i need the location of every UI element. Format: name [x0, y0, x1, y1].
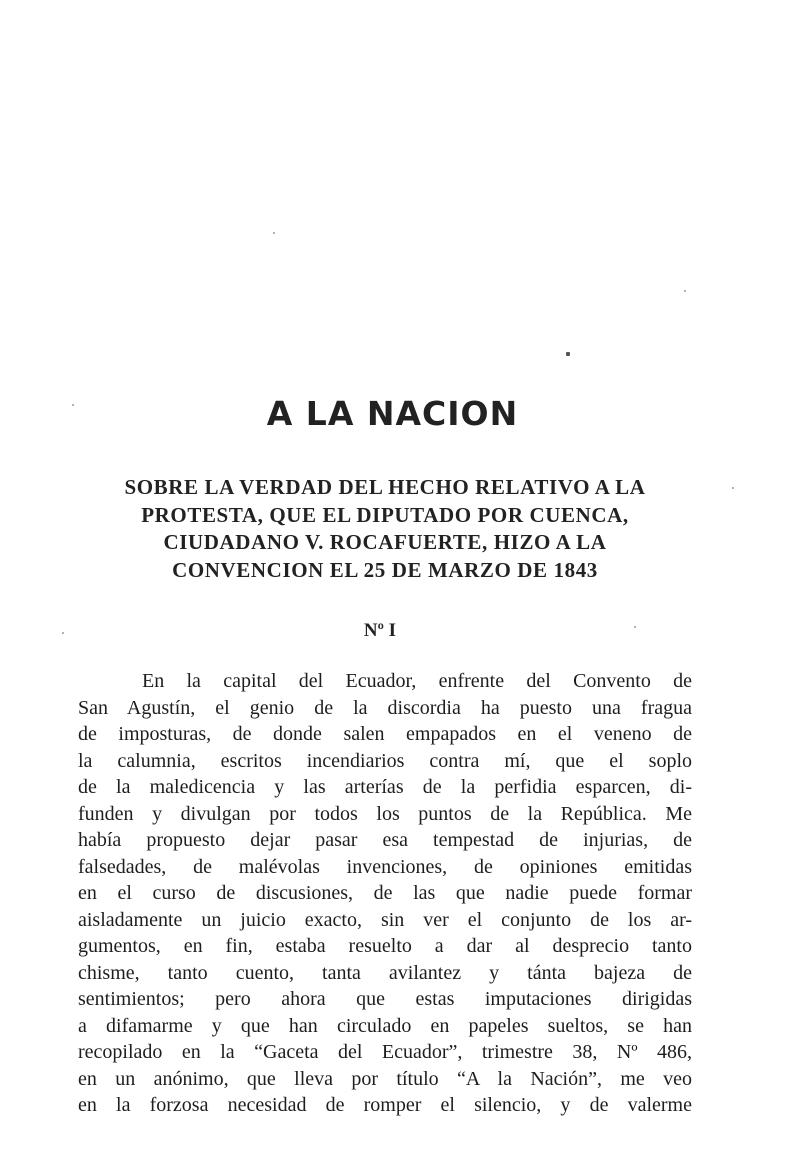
- body-line: de imposturas, de donde salen empapados en el veneno de: [78, 723, 692, 745]
- paper-speck: [273, 232, 275, 234]
- body-line: a difamarme y que han circulado en papeles sueltos, se han: [78, 1014, 692, 1037]
- body-line: en un anónimo, que lleva por título “A la Nación”, me veo: [78, 1067, 692, 1090]
- body-line: recopilado en la “Gaceta del Ecuador”, trimestre 38, Nº 486,: [78, 1041, 692, 1063]
- body-line: En la capital del Ecuador, enfrente del Convento de: [142, 670, 692, 692]
- body-line: en el curso de discusiones, de las que nadie puede formar: [78, 882, 692, 904]
- subtitle-line: CONVENCION EL 25 DE MARZO DE 1843: [172, 557, 598, 582]
- body-line: San Agustín, el genio de la discordia ha puesto una fragua: [78, 696, 692, 719]
- body-line: aisladamente un juicio exacto, sin ver el conjunto de los ar-: [78, 908, 692, 931]
- body-paragraph: [78, 668, 692, 1119]
- paper-speck: [732, 487, 734, 489]
- section-number: Nº I: [363, 620, 397, 641]
- body-line: en la forzosa necesidad de romper el silencio, y de valerme: [78, 1094, 692, 1116]
- body-line: gumentos, en fin, estaba resuelto a dar al desprecio tanto: [78, 935, 692, 957]
- paper-speck: [684, 290, 686, 292]
- subtitle-line: SOBRE LA VERDAD DEL HECHO RELATIVO A LA: [124, 475, 646, 499]
- subtitle-line: PROTESTA, QUE EL DIPUTADO POR CUENCA,: [141, 502, 629, 527]
- document-subtitle: [60, 474, 710, 584]
- subtitle-line: CIUDADANO V. ROCAFUERTE, HIZO A LA: [163, 530, 607, 554]
- body-line: funden y divulgan por todos los puntos de la República. Me: [78, 802, 692, 825]
- body-line: de la maledicencia y las arterías de la perfidia esparcen, di-: [78, 776, 692, 798]
- body-line: sentimientos; pero ahora que estas imputaciones dirigidas: [78, 988, 692, 1010]
- body-line: falsedades, de malévolas invenciones, de opiniones emitidas: [78, 855, 692, 878]
- body-line: había propuesto dejar pasar esa tempestad de injurias, de: [78, 829, 692, 851]
- body-line: la calumnia, escritos incendiarios contra mí, que el soplo: [78, 749, 692, 772]
- document-title: A LA NACION: [266, 394, 519, 433]
- paper-speck: [566, 352, 570, 356]
- body-line: chisme, tanto cuento, tanta avilantez y tánta bajeza de: [78, 961, 692, 984]
